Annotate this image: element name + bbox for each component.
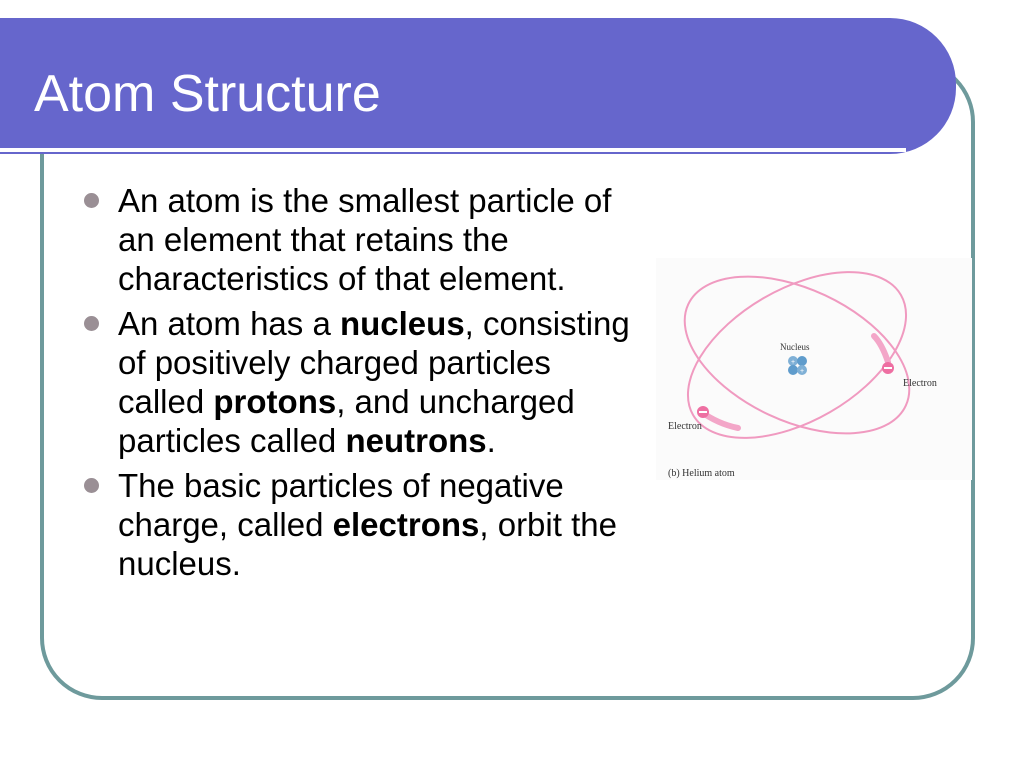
bullet-item [78, 466, 638, 583]
bullet-text: The basic particles of negative charge, called [118, 467, 564, 543]
bullet-dot-icon [84, 478, 99, 493]
slide-title: Atom Structure [34, 65, 381, 123]
figure-caption: (b) Helium atom [668, 468, 735, 479]
bullet-item [78, 181, 638, 298]
svg-text:+: + [799, 368, 805, 375]
helium-atom-figure [656, 258, 972, 480]
nucleus-label: Nucleus [780, 342, 810, 352]
electron-label-right: Electron [903, 378, 937, 389]
bullet-text: , consisting of positively charged particles called [118, 305, 630, 420]
slide-content [78, 181, 638, 589]
bold-term: neutrons [345, 422, 487, 459]
bullet-dot-icon [84, 316, 99, 331]
bold-term: electrons [332, 506, 480, 543]
title-bar [0, 18, 956, 154]
electron-label-left: Electron [668, 421, 702, 432]
svg-text:+: + [790, 359, 796, 366]
bullet-item [78, 304, 638, 460]
bold-term: nucleus [339, 305, 465, 342]
bold-term: protons [213, 383, 337, 420]
bullet-text: An atom has a [118, 305, 340, 342]
bullet-dot-icon [84, 193, 99, 208]
bullet-list [78, 181, 638, 583]
electron-icon-right [882, 362, 894, 374]
bullet-text: . [486, 422, 496, 459]
bullet-text: , and uncharged particles called [118, 383, 575, 459]
title-underline [0, 148, 906, 152]
bullet-text: , orbit the nucleus. [118, 506, 617, 582]
bullet-text: An atom is the smallest particle of an element that retains the characteristics of that element. [118, 182, 612, 297]
atom-diagram [656, 258, 972, 480]
electron-icon-left [697, 406, 709, 418]
